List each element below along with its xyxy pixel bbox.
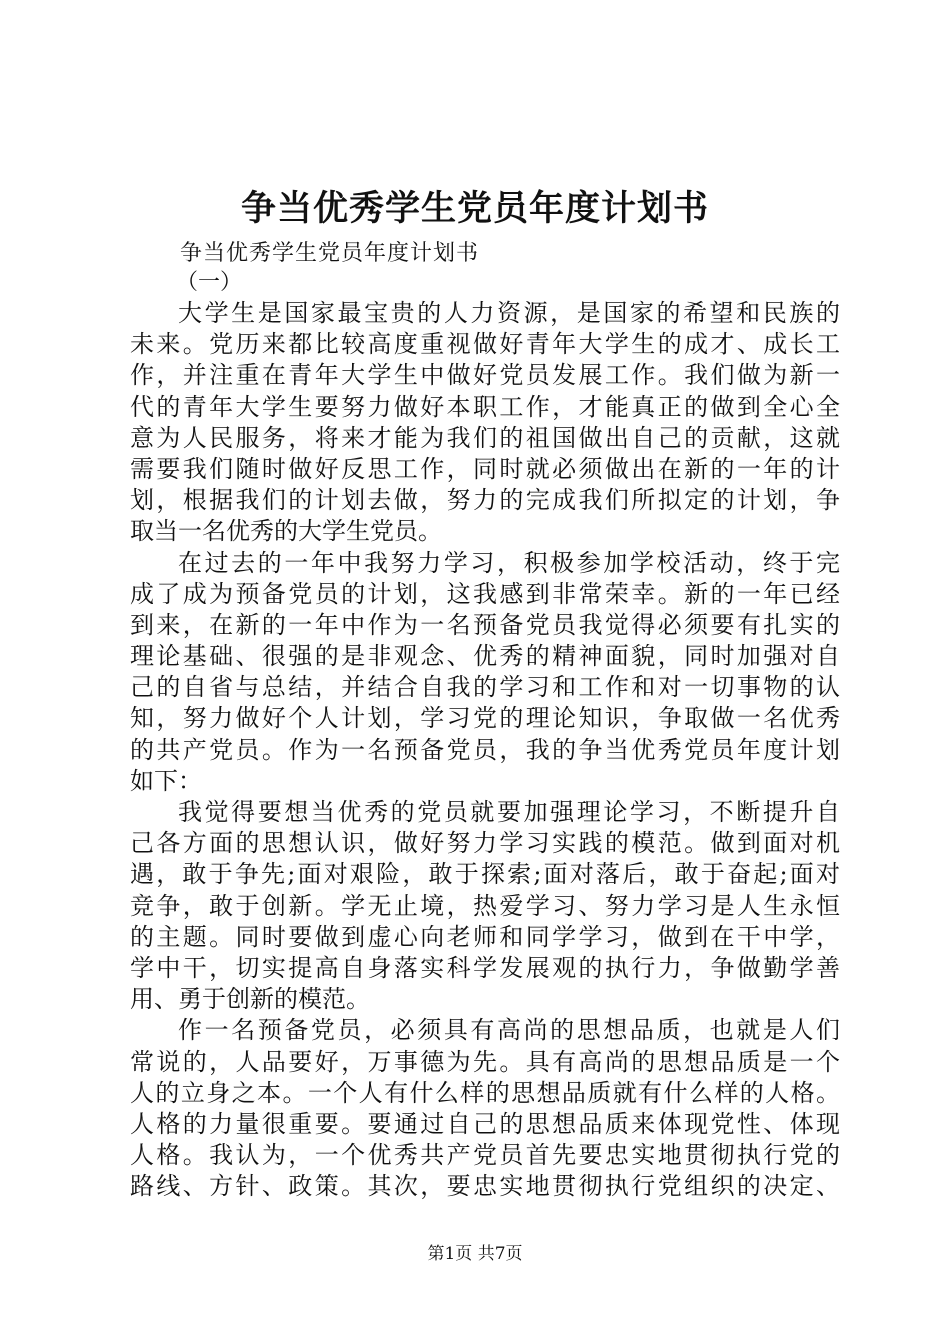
paragraph-line: 己的自省与总结，并结合自我的学习和工作和对一切事物的认 xyxy=(130,673,840,702)
body-paragraph xyxy=(130,797,840,1015)
body-paragraph xyxy=(130,1015,840,1202)
page-indicator: 第1页 共7页 xyxy=(427,1244,523,1264)
document-title: 争当优秀学生党员年度计划书 xyxy=(240,188,709,229)
paragraph-line: 的主题。同时要做到虚心向老师和同学学习，做到在干中学， xyxy=(130,922,840,951)
paragraph-line: 路线、方针、政策。其次，要忠实地贯彻执行党组织的决定、 xyxy=(130,1172,840,1201)
paragraph-line: 未来。党历来都比较高度重视做好青年大学生的成才、成长工 xyxy=(130,330,840,359)
body-paragraph xyxy=(130,548,840,798)
paragraph-line: 己各方面的思想认识，做好努力学习实践的模范。做到面对机 xyxy=(130,829,840,858)
paragraph-line: 人格的力量很重要。要通过自己的思想品质来体现党性、体现 xyxy=(130,1109,840,1138)
paragraph-line: 需要我们随时做好反思工作，同时就必须做出在新的一年的计 xyxy=(130,454,840,483)
paragraph-line: 学中干，切实提高自身落实科学发展观的执行力，争做勤学善 xyxy=(130,953,840,982)
paragraph-line: 在过去的一年中我努力学习，积极参加学校活动，终于完 xyxy=(178,548,840,577)
paragraph-line: 的共产党员。作为一名预备党员，我的争当优秀党员年度计划 xyxy=(130,735,840,764)
paragraph-line: 作一名预备党员，必须具有高尚的思想品质，也就是人们 xyxy=(178,1016,840,1045)
paragraph-line: 理论基础、很强的是非观念、优秀的精神面貌，同时加强对自 xyxy=(130,642,840,671)
paragraph-line: 人格。我认为，一个优秀共产党员首先要忠实地贯彻执行党的 xyxy=(130,1141,840,1170)
paragraph-line: 遇，敢于争先;面对艰险，敢于探索;面对落后，敢于奋起;面对 xyxy=(130,860,840,889)
paragraph-line: 意为人民服务，将来才能为我们的祖国做出自己的贡献，这就 xyxy=(130,423,840,452)
document-body xyxy=(130,298,840,1202)
paragraph-line: 知，努力做好个人计划，学习党的理论知识，争取做一名优秀 xyxy=(130,704,840,733)
paragraph-line: 竞争，敢于创新。学无止境，热爱学习、努力学习是人生永恒 xyxy=(130,891,840,920)
section-marker: （一） xyxy=(176,270,243,295)
body-paragraph xyxy=(130,298,840,548)
document-subtitle: 争当优秀学生党员年度计划书 xyxy=(180,241,480,266)
paragraph-line: 大学生是国家最宝贵的人力资源，是国家的希望和民族的 xyxy=(178,299,840,327)
paragraph-line: 用、勇于创新的模范。 xyxy=(130,985,370,1014)
paragraph-line: 到来，在新的一年中作为一名预备党员我觉得必须要有扎实的 xyxy=(130,610,840,639)
paragraph-line: 常说的，人品要好，万事德为先。具有高尚的思想品质是一个 xyxy=(130,1047,840,1076)
paragraph-line: 成了成为预备党员的计划，这我感到非常荣幸。新的一年已经 xyxy=(130,579,840,608)
paragraph-line: 如下： xyxy=(130,766,202,795)
paragraph-line: 我觉得要想当优秀的党员就要加强理论学习，不断提升自 xyxy=(178,798,840,826)
paragraph-line: 划，根据我们的计划去做，努力的完成我们所拟定的计划，争 xyxy=(130,486,840,515)
paragraph-line: 人的立身之本。一个人有什么样的思想品质就有什么样的人格。 xyxy=(130,1078,840,1107)
paragraph-line: 取当一名优秀的大学生党员。 xyxy=(130,517,442,546)
paragraph-line: 代的青年大学生要努力做好本职工作，才能真正的做到全心全 xyxy=(130,392,840,421)
paragraph-line: 作，并注重在青年大学生中做好党员发展工作。我们做为新一 xyxy=(130,361,840,390)
